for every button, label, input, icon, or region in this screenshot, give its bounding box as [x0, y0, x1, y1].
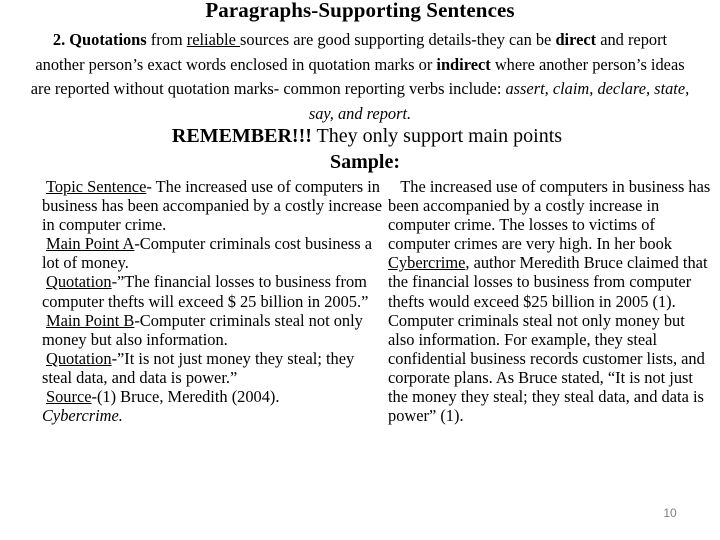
main-point-a-label: Main Point A	[46, 234, 135, 254]
quotation-1-text: -”The financial losses to business from computer thefts will exceed $ 25 billion in 2005.”	[42, 272, 369, 311]
source-title: Cybercrime.	[42, 406, 123, 426]
outline-column	[42, 177, 382, 425]
sample-paragraph-text	[388, 177, 714, 425]
sample-paragraph	[388, 177, 714, 425]
quotation-2-label: Quotation	[46, 348, 112, 368]
intro-text-4: where another person’s ideas are reported without quotation marks- common reporting verbs include:	[30, 54, 685, 98]
main-point-a-text: -Computer criminals cost business a lot of money.	[42, 234, 372, 273]
slide-title: Paragraphs-Supporting Sentences	[205, 0, 515, 22]
main-point-b-text: -Computer criminals steal not only money but also information.	[42, 310, 363, 349]
topic-sentence-label: Topic Sentence	[46, 177, 147, 196]
page-number: 10	[663, 506, 677, 520]
reporting-verbs: assert, claim, declare, state, say, and report.	[308, 79, 690, 123]
remember-text: They only support main points	[311, 125, 563, 147]
outline-main-point-a	[42, 234, 382, 272]
indirect-term: indirect	[436, 54, 491, 74]
source-label: Source	[46, 387, 92, 407]
intro-text-1: from	[146, 30, 187, 49]
direct-term: direct	[555, 30, 597, 49]
intro-paragraph	[30, 28, 690, 126]
main-point-b-label: Main Point B	[46, 310, 135, 330]
intro-number: 2.	[52, 30, 70, 49]
book-title: Cybercrime	[388, 253, 466, 273]
outline-main-point-b	[42, 311, 382, 349]
reliable-term: reliable	[186, 30, 240, 49]
intro-text-2: sources are good supporting details-they can be	[240, 30, 556, 49]
sample-heading: Sample:	[330, 151, 400, 173]
remember-bold: REMEMBER!!!	[171, 125, 312, 147]
outline-topic	[42, 177, 382, 234]
remember-note	[0, 123, 720, 149]
outline-quotation-1	[42, 272, 382, 310]
source-text: -(1) Bruce, Meredith (2004).	[91, 387, 280, 407]
outline-source	[42, 387, 382, 425]
quotations-term: Quotations	[69, 30, 147, 49]
quotation-2-text: -”It is not just money they steal; they steal data, and data is power.”	[42, 348, 355, 387]
outline-quotation-2	[42, 349, 382, 387]
quotation-1-label: Quotation	[46, 272, 112, 292]
intro-text-3: and report another person’s exact words enclosed in quotation marks or	[35, 30, 668, 74]
paragraph-part-1: The increased use of computers in business has been accompanied by a costly increase in computer crime. The losses to victims of computer crimes are very high. In her book	[388, 177, 711, 254]
topic-sentence-text: - The increased use of computers in business has been accompanied by a costly increase in computer crime.	[42, 177, 382, 235]
paragraph-part-2: , author Meredith Bruce claimed that the financial losses to business from computer thefts would exceed $25 billion in 2005 (1). Computer criminals steal not only money but also information. For example, they steal confidential business records customer lists, and corporate plans. As Bruce stated, “It is not just the money they steal; they steal data, and data is power” (1).	[388, 253, 708, 426]
